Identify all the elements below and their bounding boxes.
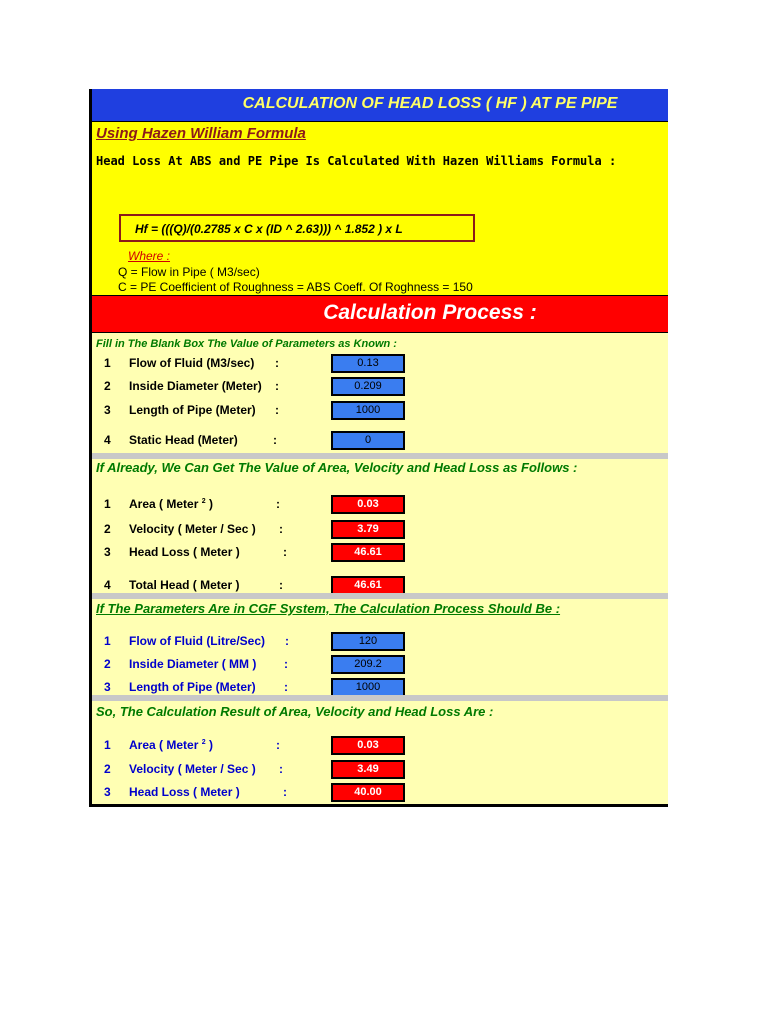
- row-label: Flow of Fluid (Litre/Sec): [129, 634, 265, 648]
- row-colon: :: [276, 497, 280, 511]
- row-number: 1: [104, 634, 111, 648]
- row-label: Total Head ( Meter ): [129, 578, 240, 592]
- cgf-area-result: 0.03: [331, 736, 405, 755]
- row-colon: :: [276, 738, 280, 752]
- row-number: 4: [104, 433, 111, 447]
- row-label: Length of Pipe (Meter): [129, 403, 256, 417]
- row-colon: :: [275, 403, 279, 417]
- row-label: Inside Diameter ( MM ): [129, 657, 257, 671]
- row-number: 1: [104, 738, 111, 752]
- title-bar: [92, 89, 668, 122]
- row-colon: :: [284, 657, 288, 671]
- row-label: Length of Pipe (Meter): [129, 680, 256, 694]
- row-number: 3: [104, 785, 111, 799]
- process-bar: [92, 295, 668, 333]
- length-input[interactable]: 1000: [331, 401, 405, 420]
- process-title: Calculation Process :: [323, 301, 537, 324]
- area-result: 0.03: [331, 495, 405, 514]
- row-label: Static Head (Meter): [129, 433, 238, 447]
- subtitle: Using Hazen William Formula: [96, 125, 306, 142]
- row-number: 1: [104, 497, 111, 511]
- row-colon: :: [273, 433, 277, 447]
- row-label: Area ( Meter $^2$ ): [129, 738, 213, 752]
- flow-input[interactable]: 0.13: [331, 354, 405, 373]
- row-colon: :: [275, 356, 279, 370]
- row-label: Area ( Meter $^2$ ): [129, 497, 213, 511]
- row-label: Velocity ( Meter / Sec ): [129, 522, 256, 536]
- where-label: Where :: [128, 249, 171, 263]
- row-colon: :: [283, 785, 287, 799]
- formula-box: [119, 214, 475, 242]
- cgf-velocity-result: 3.49: [331, 760, 405, 779]
- row-colon: :: [285, 634, 289, 648]
- row-label: Head Loss ( Meter ): [129, 785, 240, 799]
- section-divider: [92, 453, 668, 459]
- row-label: Inside Diameter (Meter): [129, 379, 262, 393]
- definition-c: C = PE Coefficient of Roughness = ABS Coeff. Of Roghness = 150: [118, 280, 473, 294]
- cgf-results-heading: So, The Calculation Result of Area, Velocity and Head Loss Are :: [96, 704, 494, 719]
- row-colon: :: [279, 578, 283, 592]
- inputs-heading: Fill in The Blank Box The Value of Parameters as Known :: [96, 338, 397, 350]
- row-number: 3: [104, 403, 111, 417]
- cgf-length-input[interactable]: 1000: [331, 678, 405, 697]
- page-title: CALCULATION OF HEAD LOSS ( HF ) AT PE PIPE: [242, 95, 618, 112]
- intro-line: Head Loss At ABS and PE Pipe Is Calculated With Hazen Williams Formula :: [96, 154, 617, 168]
- spreadsheet: [89, 89, 668, 807]
- cgf-heading: If The Parameters Are in CGF System, The Calculation Process Should Be :: [96, 601, 561, 616]
- row-number: 2: [104, 522, 111, 536]
- cgf-flow-input[interactable]: 120: [331, 632, 405, 651]
- row-colon: :: [275, 379, 279, 393]
- row-colon: :: [284, 680, 288, 694]
- velocity-result: 3.79: [331, 520, 405, 539]
- row-number: 4: [104, 578, 111, 592]
- definition-q: Q = Flow in Pipe ( M3/sec): [118, 265, 260, 279]
- row-number: 3: [104, 545, 111, 559]
- cgf-head-loss-result: 40.00: [331, 783, 405, 802]
- diameter-input[interactable]: 0.209: [331, 377, 405, 396]
- row-number: 3: [104, 680, 111, 694]
- row-number: 1: [104, 356, 111, 370]
- row-number: 2: [104, 379, 111, 393]
- row-colon: :: [279, 522, 283, 536]
- row-number: 2: [104, 657, 111, 671]
- row-colon: :: [283, 545, 287, 559]
- cgf-diameter-input[interactable]: 209.2: [331, 655, 405, 674]
- section-divider: [92, 695, 668, 701]
- head-loss-result: 46.61: [331, 543, 405, 562]
- row-label: Head Loss ( Meter ): [129, 545, 240, 559]
- results-heading: If Already, We Can Get The Value of Area, Velocity and Head Loss as Follows :: [96, 460, 578, 475]
- total-head-result: 46.61: [331, 576, 405, 595]
- section-divider: [92, 593, 668, 599]
- formula-text: Hf = (((Q)/(0.2785 x C x (ID ^ 2.63))) ^ 1.852 ) x L: [135, 222, 403, 236]
- formula-section: [92, 122, 668, 295]
- row-label: Flow of Fluid (M3/sec): [129, 356, 255, 370]
- row-number: 2: [104, 762, 111, 776]
- row-colon: :: [279, 762, 283, 776]
- row-label: Velocity ( Meter / Sec ): [129, 762, 256, 776]
- static-head-input[interactable]: 0: [331, 431, 405, 450]
